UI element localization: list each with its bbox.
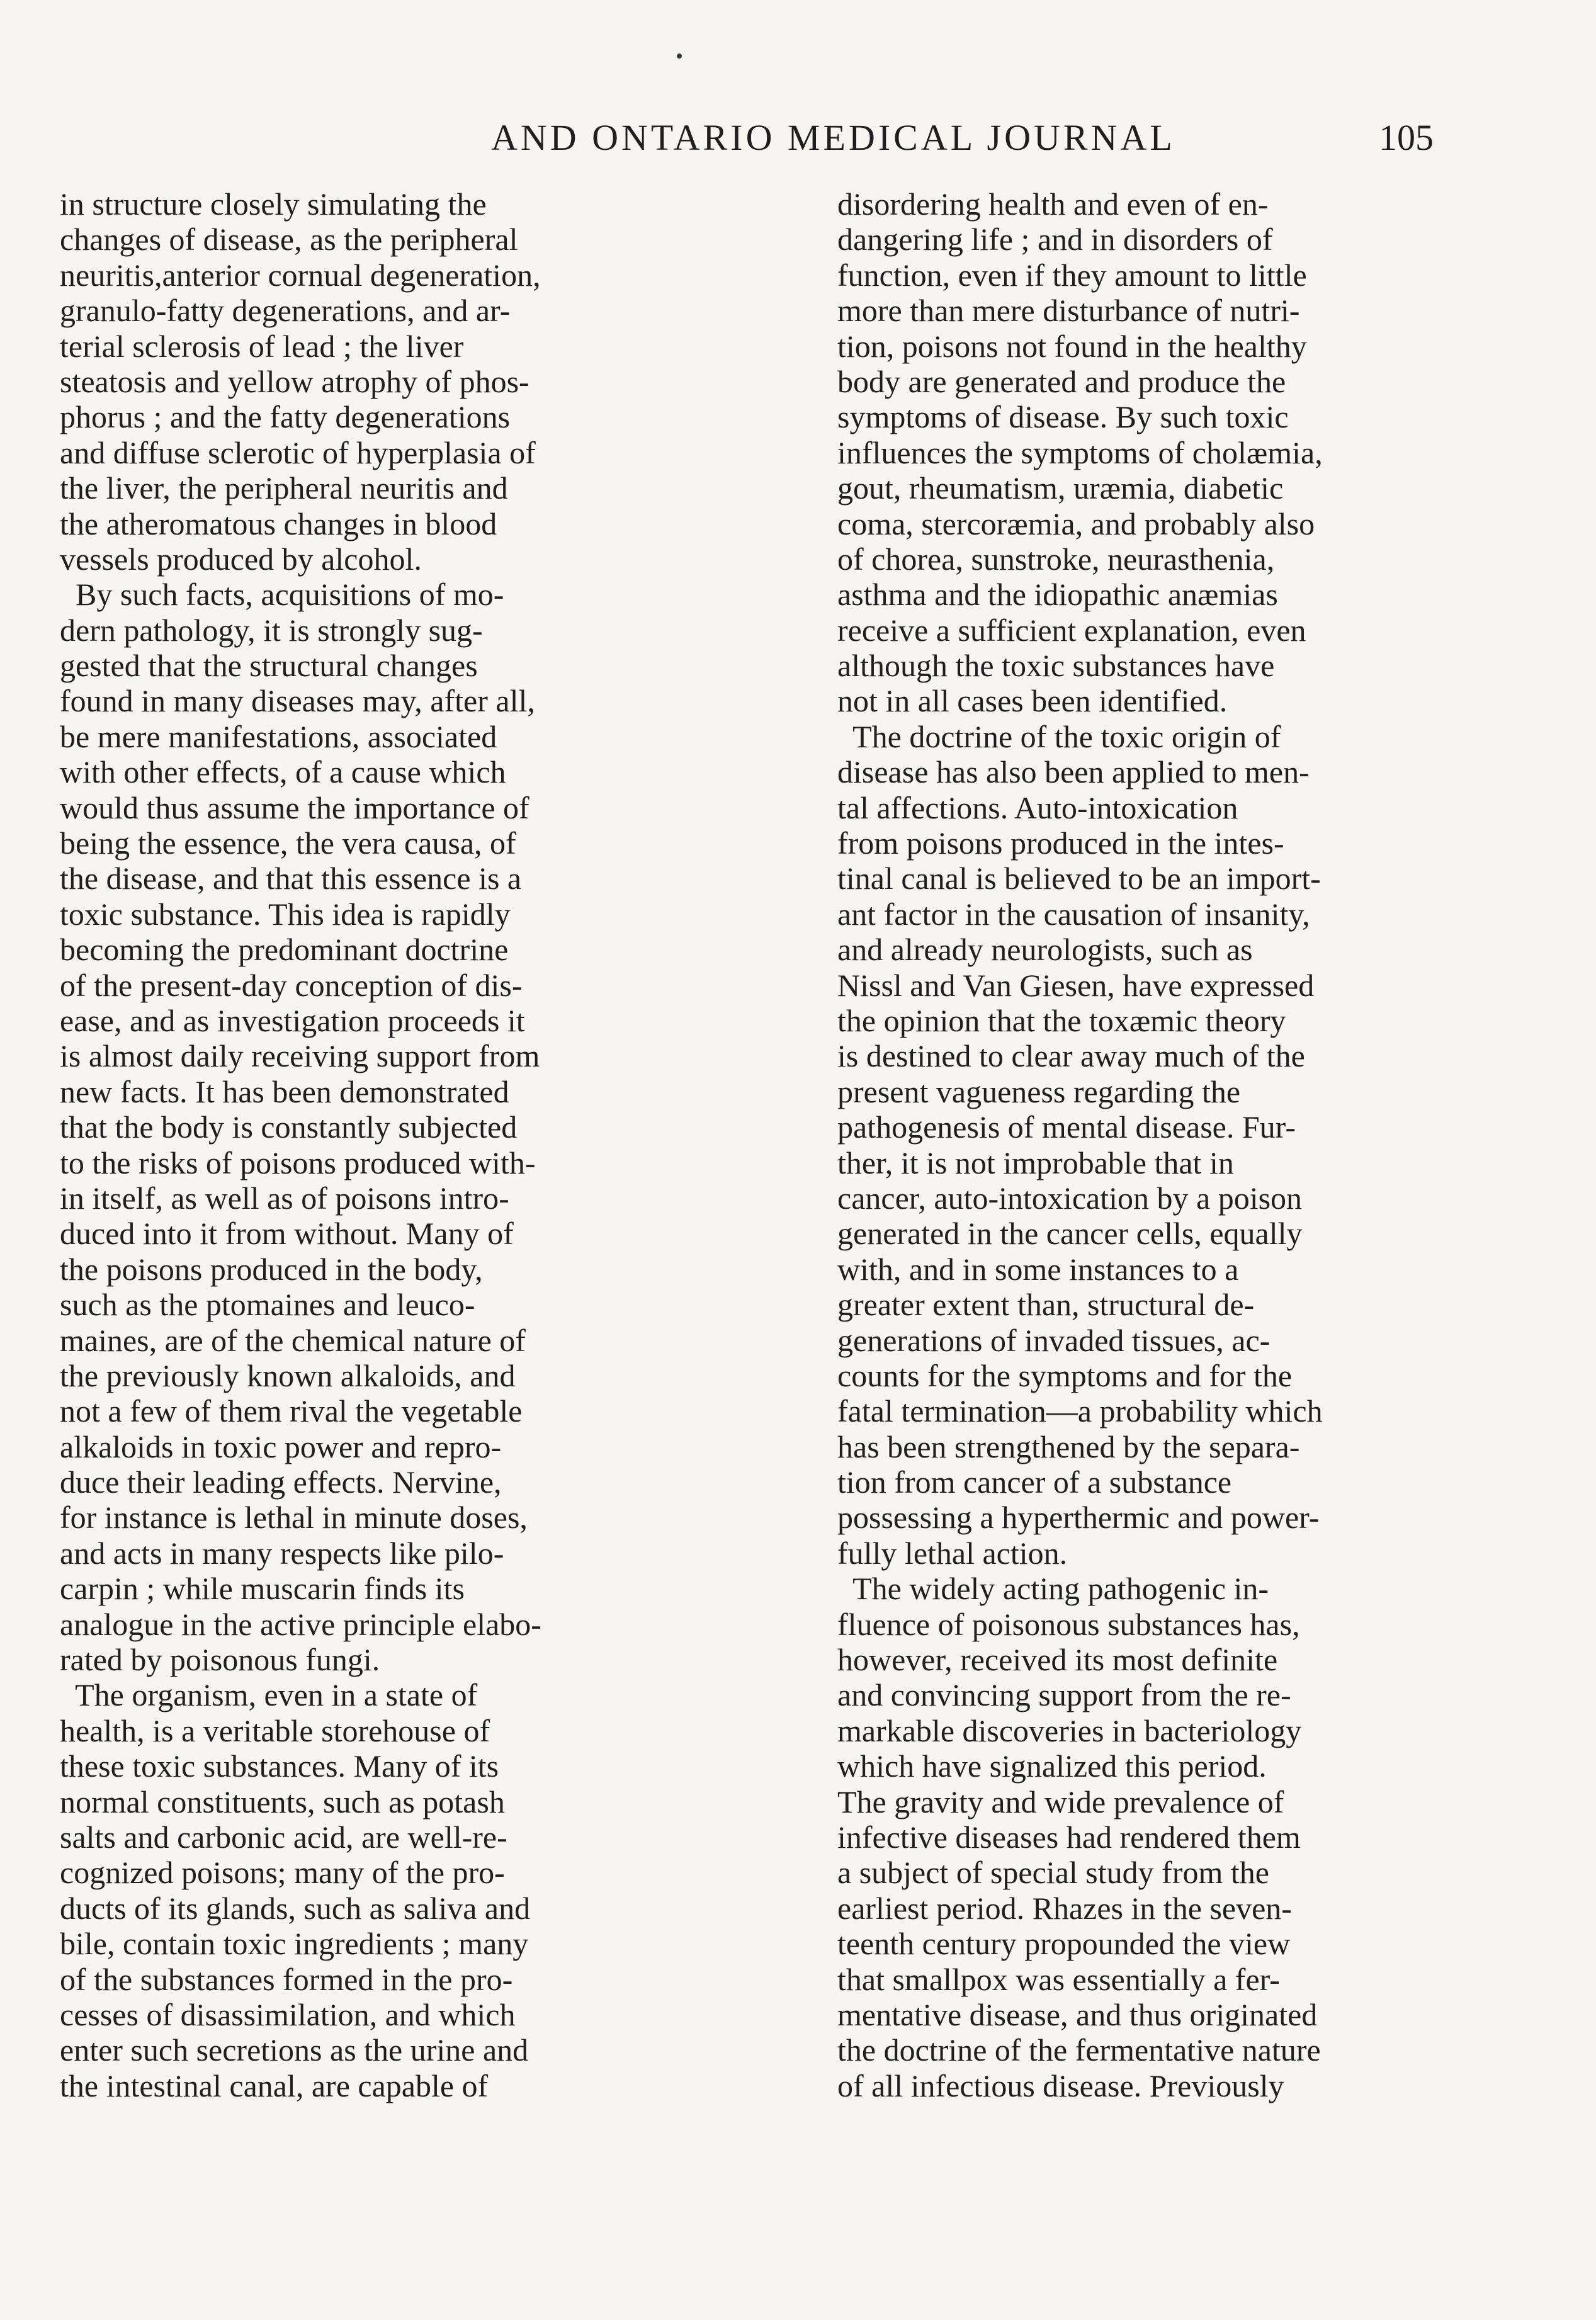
text-line: of chorea, sunstroke, neurasthenia, (837, 541, 1275, 577)
text-line: of all infectious disease. Previously (837, 2068, 1284, 2103)
text-line: The widely acting pathogenic in- (837, 1571, 1269, 1607)
text-line: tion from cancer of a substance (837, 1464, 1232, 1500)
text-line: such as the ptomaines and leuco- (60, 1287, 475, 1323)
text-line: be mere manifestations, associated (60, 718, 497, 754)
text-line: ther, it is not improbable that in (837, 1145, 1234, 1180)
text-line: duce their leading effects. Nervine, (60, 1464, 502, 1500)
text-line: greater extent than, structural de- (837, 1287, 1255, 1323)
text-line: markable discoveries in bacteriology (837, 1712, 1302, 1748)
text-line: becoming the predominant doctrine (60, 932, 509, 968)
text-line: the opinion that the toxæmic theory (837, 1002, 1286, 1038)
text-line: is almost daily receiving support from (60, 1038, 540, 1074)
text-line: cancer, auto-intoxication by a poison (837, 1180, 1303, 1216)
text-line: which have signalized this period. (837, 1748, 1267, 1784)
text-line: symptoms of disease. By such toxic (837, 399, 1289, 435)
text-line: coma, stercoræmia, and probably also (837, 506, 1315, 541)
text-line: tal affections. Auto-intoxication (837, 789, 1238, 825)
text-line: generated in the cancer cells, equally (837, 1216, 1303, 1252)
text-line: these toxic substances. Many of its (60, 1748, 499, 1784)
text-line: disease has also been applied to men- (837, 754, 1310, 790)
text-line: body are generated and produce the (837, 363, 1286, 399)
text-line: normal constituents, such as potash (60, 1784, 505, 1819)
text-line: vessels produced by alcohol. (60, 541, 422, 577)
text-line: for instance is lethal in minute doses, (60, 1500, 528, 1536)
text-line: the previously known alkaloids, and (60, 1357, 516, 1393)
text-line: possessing a hyperthermic and power- (837, 1500, 1320, 1536)
text-line: dangering life ; and in disorders of (837, 222, 1273, 257)
text-line: ease, and as investigation proceeds it (60, 1002, 525, 1038)
text-line: fatal termination—a probability which (837, 1393, 1323, 1429)
text-line: generations of invaded tissues, ac- (837, 1322, 1271, 1358)
text-line: although the toxic substances have (837, 648, 1275, 684)
text-line: and already neurologists, such as (837, 932, 1253, 968)
text-line: pathogenesis of mental disease. Fur- (837, 1109, 1296, 1145)
text-line: from poisons produced in the intes- (837, 825, 1284, 861)
running-title: AND ONTARIO MEDICAL JOURNAL (491, 117, 1175, 158)
text-line: being the essence, the vera causa, of (60, 825, 516, 861)
text-line: By such facts, acquisitions of mo- (60, 577, 504, 613)
text-line: tion, poisons not found in the healthy (837, 328, 1307, 364)
text-line: that smallpox was essentially a fer- (837, 1961, 1280, 1997)
text-line: new facts. It has been demonstrated (60, 1073, 509, 1109)
text-line: influences the symptoms of cholæmia, (837, 434, 1323, 470)
text-line: and diffuse sclerotic of hyperplasia of (60, 434, 536, 470)
text-line: not in all cases been identified. (837, 683, 1228, 719)
text-line: the liver, the peripheral neuritis and (60, 470, 508, 506)
page-number: 105 (1379, 117, 1434, 158)
text-line: steatosis and yellow atrophy of phos- (60, 363, 529, 399)
text-line: in itself, as well as of poisons intro- (60, 1180, 509, 1216)
text-line: cesses of disassimilation, and which (60, 1996, 516, 2032)
text-line: duced into it from without. Many of (60, 1216, 514, 1252)
text-line: earliest period. Rhazes in the seven- (837, 1890, 1292, 1926)
text-line: disordering health and even of en- (837, 186, 1269, 222)
text-line: bile, contain toxic ingredients ; many (60, 1926, 529, 1962)
text-line: that the body is constantly subjected (60, 1109, 518, 1145)
text-line: The organism, even in a state of (60, 1677, 478, 1713)
text-line: present vagueness regarding the (837, 1073, 1241, 1109)
text-line: the disease, and that this essence is a (60, 861, 522, 897)
text-line: The doctrine of the toxic origin of (837, 718, 1281, 754)
text-line: counts for the symptoms and for the (837, 1357, 1293, 1393)
text-line: carpin ; while muscarin finds its (60, 1571, 465, 1607)
text-line: enter such secretions as the urine and (60, 2032, 529, 2068)
text-line: analogue in the active principle elabo- (60, 1606, 541, 1642)
text-line: rated by poisonous fungi. (60, 1642, 380, 1678)
text-line: has been strengthened by the separa- (837, 1429, 1300, 1464)
text-line: not a few of them rival the vegetable (60, 1393, 523, 1429)
text-line: alkaloids in toxic power and repro- (60, 1429, 502, 1464)
text-line: The gravity and wide prevalence of (837, 1784, 1284, 1819)
text-line: of the substances formed in the pro- (60, 1961, 513, 1997)
text-line: granulo-fatty degenerations, and ar- (60, 293, 511, 329)
text-line: and acts in many respects like pilo- (60, 1535, 504, 1571)
text-line: mentative disease, and thus originated (837, 1996, 1318, 2032)
right-text-column (837, 186, 1498, 2103)
text-line: neuritis,anterior cornual degeneration, (60, 257, 541, 293)
text-line: toxic substance. This idea is rapidly (60, 896, 511, 932)
page-header (0, 116, 1596, 167)
text-line: in structure closely simulating the (60, 186, 487, 222)
text-line: terial sclerosis of lead ; the liver (60, 328, 464, 364)
text-line: gested that the structural changes (60, 648, 478, 684)
text-line: would thus assume the importance of (60, 789, 529, 825)
text-line: the poisons produced in the body, (60, 1251, 483, 1287)
text-line: to the risks of poisons produced with- (60, 1145, 536, 1180)
text-line: the doctrine of the fermentative nature (837, 2032, 1321, 2068)
text-line: teenth century propounded the view (837, 1926, 1291, 1962)
left-text-column (60, 186, 721, 2103)
text-line: gout, rheumatism, uræmia, diabetic (837, 470, 1284, 506)
text-line: dern pathology, it is strongly sug- (60, 612, 483, 648)
text-line: of the present-day conception of dis- (60, 967, 523, 1003)
text-line: salts and carbonic acid, are well-re- (60, 1819, 507, 1855)
text-line: infective diseases had rendered them (837, 1819, 1301, 1855)
text-line: Nissl and Van Giesen, have expressed (837, 967, 1315, 1003)
text-line: the intestinal canal, are capable of (60, 2068, 489, 2103)
text-line: maines, are of the chemical nature of (60, 1322, 526, 1358)
text-line: with, and in some instances to a (837, 1251, 1239, 1287)
text-line: is destined to clear away much of the (837, 1038, 1305, 1074)
text-line: ant factor in the causation of insanity, (837, 896, 1310, 932)
text-line: ducts of its glands, such as saliva and (60, 1890, 531, 1926)
text-line: health, is a veritable storehouse of (60, 1712, 490, 1748)
text-line: a subject of special study from the (837, 1855, 1269, 1891)
text-line: however, received its most definite (837, 1642, 1278, 1678)
text-line: cognized poisons; many of the pro- (60, 1855, 505, 1891)
text-line: phorus ; and the fatty degenerations (60, 399, 511, 435)
text-line: the atheromatous changes in blood (60, 506, 497, 541)
text-line: more than mere disturbance of nutri- (837, 293, 1300, 329)
text-line: fluence of poisonous substances has, (837, 1606, 1300, 1642)
text-line: asthma and the idiopathic anæmias (837, 577, 1278, 613)
text-line: tinal canal is believed to be an import- (837, 861, 1321, 897)
text-line: and convincing support from the re- (837, 1677, 1291, 1713)
text-line: found in many diseases may, after all, (60, 683, 535, 719)
text-line: with other effects, of a cause which (60, 754, 506, 790)
text-line: receive a sufficient explanation, even (837, 612, 1306, 648)
text-line: changes of disease, as the peripheral (60, 222, 518, 257)
text-line: fully lethal action. (837, 1535, 1068, 1571)
text-line: function, even if they amount to little (837, 257, 1307, 293)
print-speck-dot (677, 54, 682, 59)
